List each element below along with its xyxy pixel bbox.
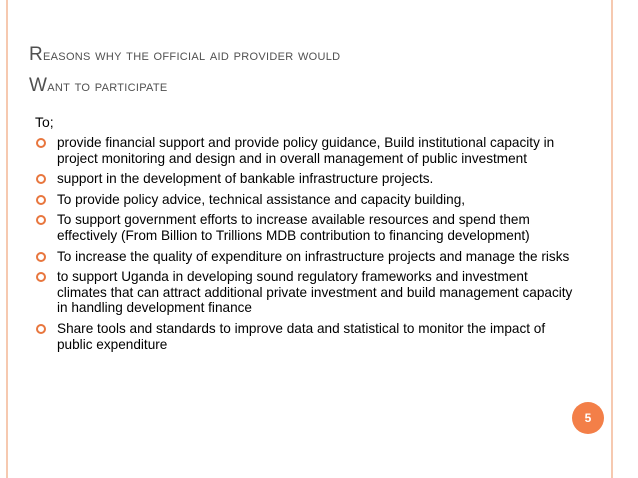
- bullet-circle-icon: [36, 252, 46, 262]
- title-line-2: [29, 71, 589, 102]
- bullet-circle-icon: [36, 272, 46, 282]
- bullet-circle-icon: [36, 215, 46, 225]
- bullet-circle-icon: [36, 174, 46, 184]
- page-number-badge: 5: [572, 402, 604, 434]
- bullet-text: support in the development of bankable infrastructure projects.: [57, 171, 434, 187]
- title-line-2-text: ant to participate: [47, 78, 168, 95]
- bullet-item: [35, 212, 580, 243]
- bullet-text: To increase the quality of expenditure on infrastructure projects and manage the risks: [57, 248, 570, 264]
- bullet-text: provide financial support and provide policy guidance, Build institutional capacity in project monitoring and design and in overall management of public investment: [57, 135, 555, 166]
- slide-title: [29, 40, 589, 102]
- bullet-circle-icon: [36, 195, 46, 205]
- left-border-line: [6, 0, 8, 478]
- bullet-list: [35, 135, 580, 357]
- bullet-circle-icon: [36, 324, 46, 334]
- bullet-text: To provide policy advice, technical assistance and capacity building,: [57, 191, 466, 207]
- title-line-1-text: easons why the official aid provider would: [43, 47, 341, 64]
- title-line-2-initial: W: [29, 75, 48, 96]
- bullet-circle-icon: [36, 138, 46, 148]
- right-border-line: [611, 0, 613, 478]
- bullet-text: to support Uganda in developing sound regulatory frameworks and investment climates that can attract additional private investment and build management capacity in handling development finance: [57, 269, 573, 316]
- bullet-text: To support government efforts to increase available resources and spend them effectively (From Billion to Trillions MDB contribution to financing development): [57, 212, 530, 243]
- bullet-item: [35, 321, 580, 352]
- bullet-item: [35, 135, 580, 166]
- bullet-item: [35, 249, 580, 265]
- title-line-1-initial: R: [29, 44, 44, 65]
- bullet-item: [35, 192, 580, 208]
- intro-text: To;: [35, 114, 54, 130]
- bullet-item: [35, 171, 580, 187]
- title-line-1: [29, 40, 589, 71]
- bullet-item: [35, 269, 580, 316]
- bullet-text: Share tools and standards to improve data and statistical to monitor the impact of public expenditure: [57, 320, 546, 352]
